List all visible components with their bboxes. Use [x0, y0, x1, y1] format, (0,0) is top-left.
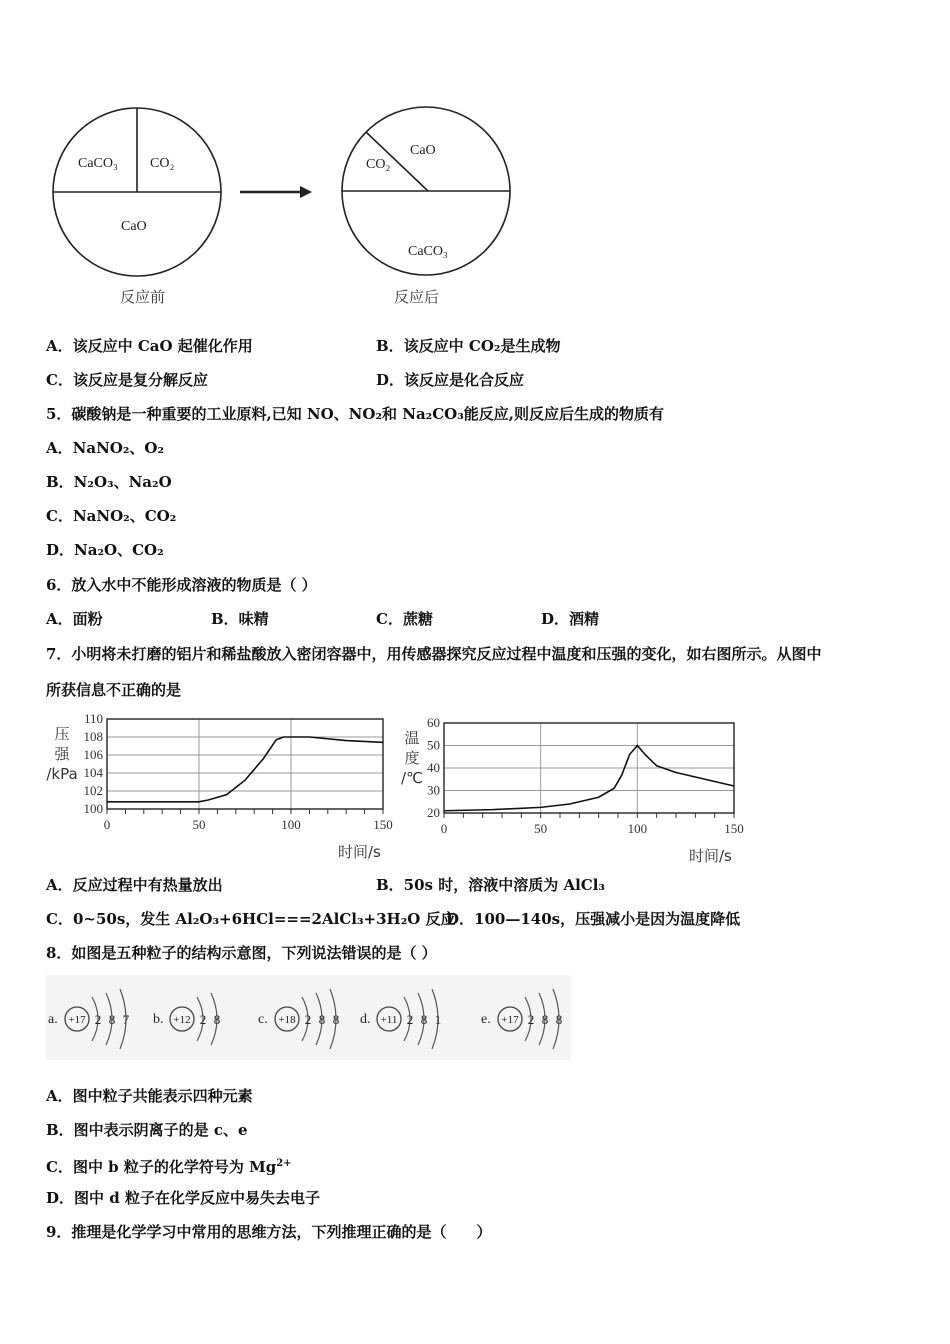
q5-option-b[interactable]: B．N₂O₃、Na₂O: [46, 473, 172, 491]
q7-option-b[interactable]: B．50s 时，溶液中溶质为 AlCl₃: [376, 876, 605, 894]
pressure-ytick-label: 102: [83, 783, 103, 798]
before-co2-label: CO₂: [150, 156, 175, 171]
pressure-ylabel: /kPa: [46, 765, 78, 783]
shell-electron-count: 8: [420, 1012, 428, 1027]
pressure-ytick-label: 110: [83, 711, 103, 726]
shell-electron-count: 1: [434, 1012, 442, 1027]
q7-option-a[interactable]: A．反应过程中有热量放出: [46, 876, 223, 894]
pressure-ytick-label: 106: [83, 747, 103, 762]
particle-label: d.: [360, 1012, 371, 1027]
q6-option-b[interactable]: B．味精: [211, 610, 269, 628]
temperature-xtick-label: 100: [627, 821, 648, 836]
q8-option-d[interactable]: D．图中 d 粒子在化学反应中易失去电子: [46, 1189, 320, 1207]
nucleus-charge: +17: [68, 1014, 86, 1026]
q8-option-a[interactable]: A．图中粒子共能表示四种元素: [46, 1087, 253, 1105]
q8-option-c-charge: 2+: [276, 1158, 292, 1169]
q6-stem: 6．放入水中不能形成溶液的物质是（ ）: [46, 576, 317, 594]
temperature-ylabel: /℃: [401, 769, 423, 787]
pressure-xtick-label: 100: [281, 817, 301, 832]
pressure-xtick-label: 150: [373, 817, 393, 832]
q9-stem: 9．推理是化学学习中常用的思维方法，下列推理正确的是（ ）: [46, 1223, 492, 1241]
pressure-xtick-label: 50: [192, 817, 206, 832]
shell-electron-count: 2: [527, 1012, 535, 1027]
shell-electron-count: 2: [304, 1012, 312, 1027]
temperature-ytick-label: 50: [427, 737, 440, 753]
reaction-diagram: [40, 95, 540, 320]
temperature-xlabel: 时间/s: [689, 847, 732, 865]
nucleus-charge: +11: [380, 1014, 398, 1026]
pressure-series-line: [107, 737, 383, 802]
before-caco3-label: CaCO₃: [78, 156, 118, 171]
pressure-ylabel: 压: [54, 725, 70, 743]
after-caco3-label: CaCO₃: [408, 244, 448, 259]
temperature-ytick-label: 60: [427, 715, 440, 730]
temperature-ylabel: 温: [404, 729, 420, 747]
q4-option-d[interactable]: D．该反应是化合反应: [376, 371, 525, 389]
shell-electron-count: 8: [318, 1012, 326, 1027]
shell-electron-count: 8: [213, 1012, 221, 1027]
temperature-xtick-label: 50: [534, 821, 548, 836]
q8-option-c-text: C．图中 b 粒子的化学符号为 Mg: [46, 1158, 277, 1176]
q7-stem-line1: 7．小明将未打磨的铝片和稀盐酸放入密闭容器中，用传感器探究反应过程中温度和压强的变化，如右图所示。从图中: [46, 645, 822, 663]
nucleus-charge: +17: [501, 1014, 519, 1026]
temperature-ytick-label: 20: [427, 805, 440, 820]
q5-option-d[interactable]: D．Na₂O、CO₂: [46, 541, 164, 559]
q5-option-c[interactable]: C．NaNO₂、CO₂: [46, 507, 177, 525]
q6-option-d[interactable]: D．酒精: [541, 610, 600, 628]
temperature-ylabel: 度: [404, 749, 420, 767]
shell-electron-count: 2: [199, 1012, 207, 1027]
q7-option-d[interactable]: D．100—140s，压强减小是因为温度降低: [446, 910, 741, 928]
pressure-frame: [107, 719, 383, 809]
temperature-chart: [392, 710, 752, 865]
q4-option-c[interactable]: C．该反应是复分解反应: [46, 371, 208, 389]
q6-option-c[interactable]: C．蔗糖: [376, 610, 433, 628]
atom-structure-diagram: [46, 975, 571, 1060]
temperature-ytick-label: 30: [427, 782, 440, 798]
q8-option-c[interactable]: [46, 1154, 292, 1177]
q8-option-b[interactable]: B．图中表示阴离子的是 c、e: [46, 1121, 248, 1139]
shell-electron-count: 8: [555, 1012, 563, 1027]
pressure-ytick-label: 108: [83, 729, 103, 744]
pressure-chart: [40, 710, 400, 865]
q6-option-a[interactable]: A．面粉: [46, 610, 103, 628]
pressure-ytick-label: 104: [83, 765, 103, 780]
q5-stem: 5．碳酸钠是一种重要的工业原料,已知 NO、NO₂和 Na₂CO₃能反应,则反应后生成的物质有: [46, 405, 665, 423]
q4-option-a[interactable]: A．该反应中 CaO 起催化作用: [46, 337, 253, 355]
arrow-icon: [300, 186, 312, 198]
q8-stem: 8．如图是五种粒子的结构示意图，下列说法错误的是（ ）: [46, 944, 437, 962]
particle-label: a.: [48, 1012, 58, 1027]
q5-option-a[interactable]: A．NaNO₂、O₂: [46, 439, 165, 457]
shell-electron-count: 8: [541, 1012, 549, 1027]
pressure-ytick-label: 100: [83, 801, 103, 816]
after-caption: 反应后: [394, 288, 440, 306]
q7-option-c[interactable]: C．0~50s，发生 Al₂O₃+6HCl===2AlCl₃+3H₂O 反应: [46, 910, 456, 928]
after-co2-label: CO₂: [366, 157, 391, 172]
particle-label: c.: [258, 1012, 268, 1027]
nucleus-charge: +12: [173, 1014, 191, 1026]
shell-electron-count: 8: [108, 1012, 116, 1027]
temperature-series-line: [444, 746, 734, 811]
before-cao-label: CaO: [121, 219, 147, 234]
q4-option-b[interactable]: B．该反应中 CO₂是生成物: [376, 337, 561, 355]
shell-electron-count: 2: [94, 1012, 102, 1027]
shell-electron-count: 2: [406, 1012, 414, 1027]
nucleus-charge: +18: [278, 1014, 296, 1026]
particle-label: b.: [153, 1012, 164, 1027]
particle-label: e.: [481, 1012, 491, 1027]
pressure-xlabel: 时间/s: [338, 843, 381, 861]
after-cao-label: CaO: [410, 143, 436, 158]
temperature-ytick-label: 40: [427, 760, 440, 775]
before-caption: 反应前: [120, 288, 166, 306]
temperature-xtick-label: 150: [724, 821, 744, 836]
pressure-ylabel: 强: [54, 745, 70, 763]
shell-electron-count: 8: [332, 1012, 340, 1027]
q7-stem-line2: 所获信息不正确的是: [46, 681, 182, 699]
pressure-xtick-label: 0: [103, 817, 111, 832]
shell-electron-count: 7: [122, 1012, 130, 1027]
temperature-xtick-label: 0: [440, 821, 448, 836]
